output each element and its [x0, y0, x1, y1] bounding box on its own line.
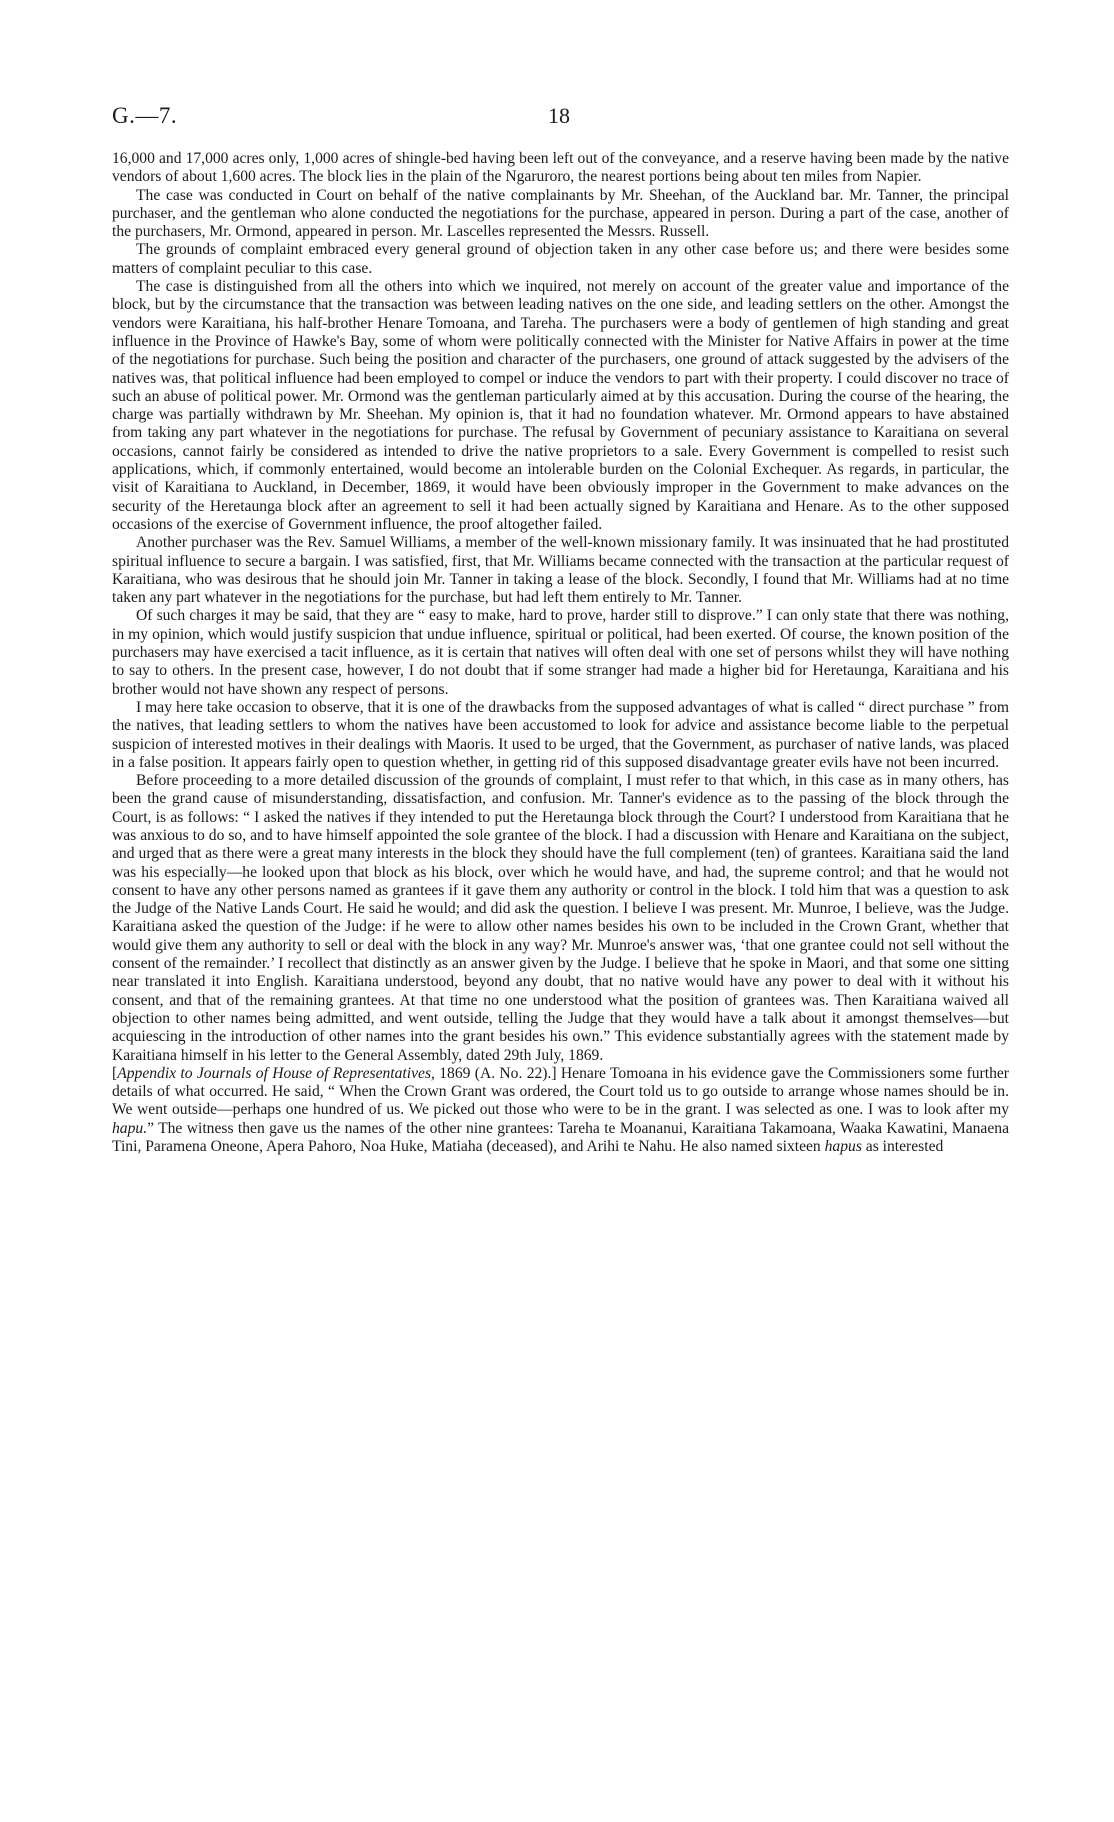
- paragraph-continued: [112, 1065, 1009, 1156]
- body-text: [112, 150, 1009, 1156]
- citation-title: Appendix to Journals of House of Representatives,: [117, 1064, 435, 1082]
- page-number: 18: [548, 103, 570, 128]
- maori-term: hapu.: [112, 1119, 148, 1137]
- paper-reference: G.—7.: [112, 103, 178, 128]
- paragraph-text: as interested: [861, 1138, 944, 1156]
- maori-term: hapus: [824, 1138, 862, 1156]
- paragraph: The case was conducted in Court on behalf of the native complainants by Mr. Sheehan, of the Auckland bar. Mr. Tanner, the principal purchaser, and the gentleman who alone conducted the negotiations for the purchase, appeared in person. During a part of the case, another of the purchasers, Mr. Ormond, appeared in person. Mr. Lascelles represented the Messrs. Russell.: [112, 186, 1009, 241]
- paragraph: The grounds of complaint embraced every general ground of objection taken in any other case before us; and there were besides some matters of complaint peculiar to this case.: [112, 241, 1009, 277]
- citation-reference: 1869 (A. No. 22).]: [434, 1064, 557, 1082]
- paragraph: I may here take occasion to observe, that it is one of the drawbacks from the supposed advantages of what is called “ direct purchase ” from the natives, that leading settlers to whom the natives have been accustomed to look for advice and assistance become liable to the perpetual suspicion of interested motives in their dealings with Maoris. It used to be urged, that the Government, as purchaser of native lands, was placed in a false position. It appears fairly open to question whether, in getting rid of this supposed disadvantage greater evils have not been incurred.: [112, 698, 1009, 771]
- paragraph: Another purchaser was the Rev. Samuel Williams, a member of the well-known missionary family. It was insinuated that he had prostituted spiritual influence to secure a bargain. I was satisfied, first, that Mr. Williams became connected with the transaction at the particular request of Karaitiana, who was desirous that he should join Mr. Tanner in taking a lease of the block. Secondly, I found that Mr. Williams had at no time taken any part whatever in the negotiations for the purchase, but had left them entirely to Mr. Tanner.: [112, 534, 1009, 607]
- bracket-open: [: [112, 1064, 118, 1082]
- paragraph: 16,000 and 17,000 acres only, 1,000 acres of shingle-bed having been left out of the conveyance, and a reserve having been made by the native vendors of about 1,600 acres. The block lies in the plain of the Ngaruroro, the nearest portions being about ten miles from Napier.: [112, 150, 1009, 186]
- paragraph-text: ” The witness then gave us the names of the other nine grantees: Tareha te Moananui, Karaitiana Takamoana, Waaka Kawatini, Manaena Tini, Paramena Oneone, Apera Pahoro, Noa Huke, Matiaha (deceased), and Arihi te Nahu. He also named sixteen: [112, 1119, 1009, 1156]
- paragraph: The case is distinguished from all the others into which we inquired, not merely on account of the greater value and importance of the block, but by the circumstance that the transaction was between leading natives on the one side, and leading settlers on the other. Amongst the vendors were Karaitiana, his half-brother Henare Tomoana, and Tareha. The purchasers were a body of gentlemen of high standing and great influence in the Province of Hawke's Bay, some of whom were politically connected with the Minister for Native Affairs in power at the time of the negotiations for purchase. Such being the position and character of the purchasers, one ground of attack suggested by the advisers of the natives was, that political influence had been employed to compel or induce the vendors to part with their property. I could discover no trace of such an abuse of political power. Mr. Ormond was the gentleman particularly aimed at by this accusation. During the course of the hearing, the charge was partially withdrawn by Mr. Sheehan. My opinion is, that it had no foundation whatever. Mr. Ormond appears to have abstained from taking any part whatever in the negotiations for purchase. The refusal by Government of pecuniary assistance to Karaitiana on several occasions, cannot fairly be considered as intended to drive the native proprietors to a sale. Every Government is compelled to resist such applications, which, if commonly entertained, would become an intolerable burden on the Colonial Exchequer. As regards, in particular, the visit of Karaitiana to Auckland, in December, 1869, it would have been obviously improper in the Government to make advances on the security of the Heretaunga block after an agreement to sell it had been actually signed by Karaitiana and Henare. As to the other supposed occasions of the exercise of Government influence, the proof altogether failed.: [112, 278, 1009, 533]
- page-header: [112, 103, 1012, 133]
- paragraph: Of such charges it may be said, that they are “ easy to make, hard to prove, harder still to disprove.” I can only state that there was nothing, in my opinion, which would justify suspicion that undue influence, spiritual or political, had been exerted. Of course, the known position of the purchasers may have exercised a tacit influence, as it is certain that natives will often deal with one set of persons whilst they will have nothing to say to others. In the present case, however, I do not doubt that if some stranger had made a higher bid for Heretaunga, Karaitiana and his brother would not have shown any respect of persons.: [112, 607, 1009, 698]
- paragraph-text: Henare Tomoana in his evidence gave the Commissioners some further details of what occurred. He said, “ When the Crown Grant was ordered, the Court told us to go outside to arrange whose names should be in. We went outside—perhaps one hundred of us. We picked out those who were to be in the grant. I was selected as one. I was to look after my: [112, 1064, 1009, 1119]
- paragraph: Before proceeding to a more detailed discussion of the grounds of complaint, I must refer to that which, in this case as in many others, has been the grand cause of misunderstanding, dissatisfaction, and confusion. Mr. Tanner's evidence as to the passing of the block through the Court, is as follows: “ I asked the natives if they intended to put the Heretaunga block through the Court? I understood from Karaitiana that he was anxious to do so, and to have himself appointed the sole grantee of the block. I had a discussion with Henare and Karaitiana on the subject, and urged that as there were a great many interests in the block they should have the full complement (ten) of grantees. Karaitiana said the land was his especially—he looked upon that block as his block, over which he would have, and had, the supreme control; and that he would not consent to have any other persons named as grantees if it gave them any authority or control in the block. I told him that was a question to ask the Judge of the Native Lands Court. He said he would; and did ask the question. I believe I was present. Mr. Munroe, I believe, was the Judge. Karaitiana asked the question of the Judge: if he were to allow other names besides his own to be included in the Crown Grant, whether that would give them any authority to sell or deal with the block in any way? Mr. Munroe's answer was, ‘that one grantee could not sell without the consent of the remainder.’ I recollect that distinctly as an answer given by the Judge. I believe that he spoke in Maori, and that some one sitting near translated it into English. Karaitiana understood, beyond any doubt, that no native would have any power to deal with it without his consent, and that of the remaining grantees. At that time no one understood what the position of grantees was. Then Karaitiana waived all objection to other names being admitted, and went outside, telling the Judge that they would have a talk about it amongst themselves—but acquiescing in the introduction of other names into the grant besides his own.” This evidence substantially agrees with the statement made by Karaitiana himself in his letter to the General Assembly, dated 29th July, 1869.: [112, 772, 1009, 1064]
